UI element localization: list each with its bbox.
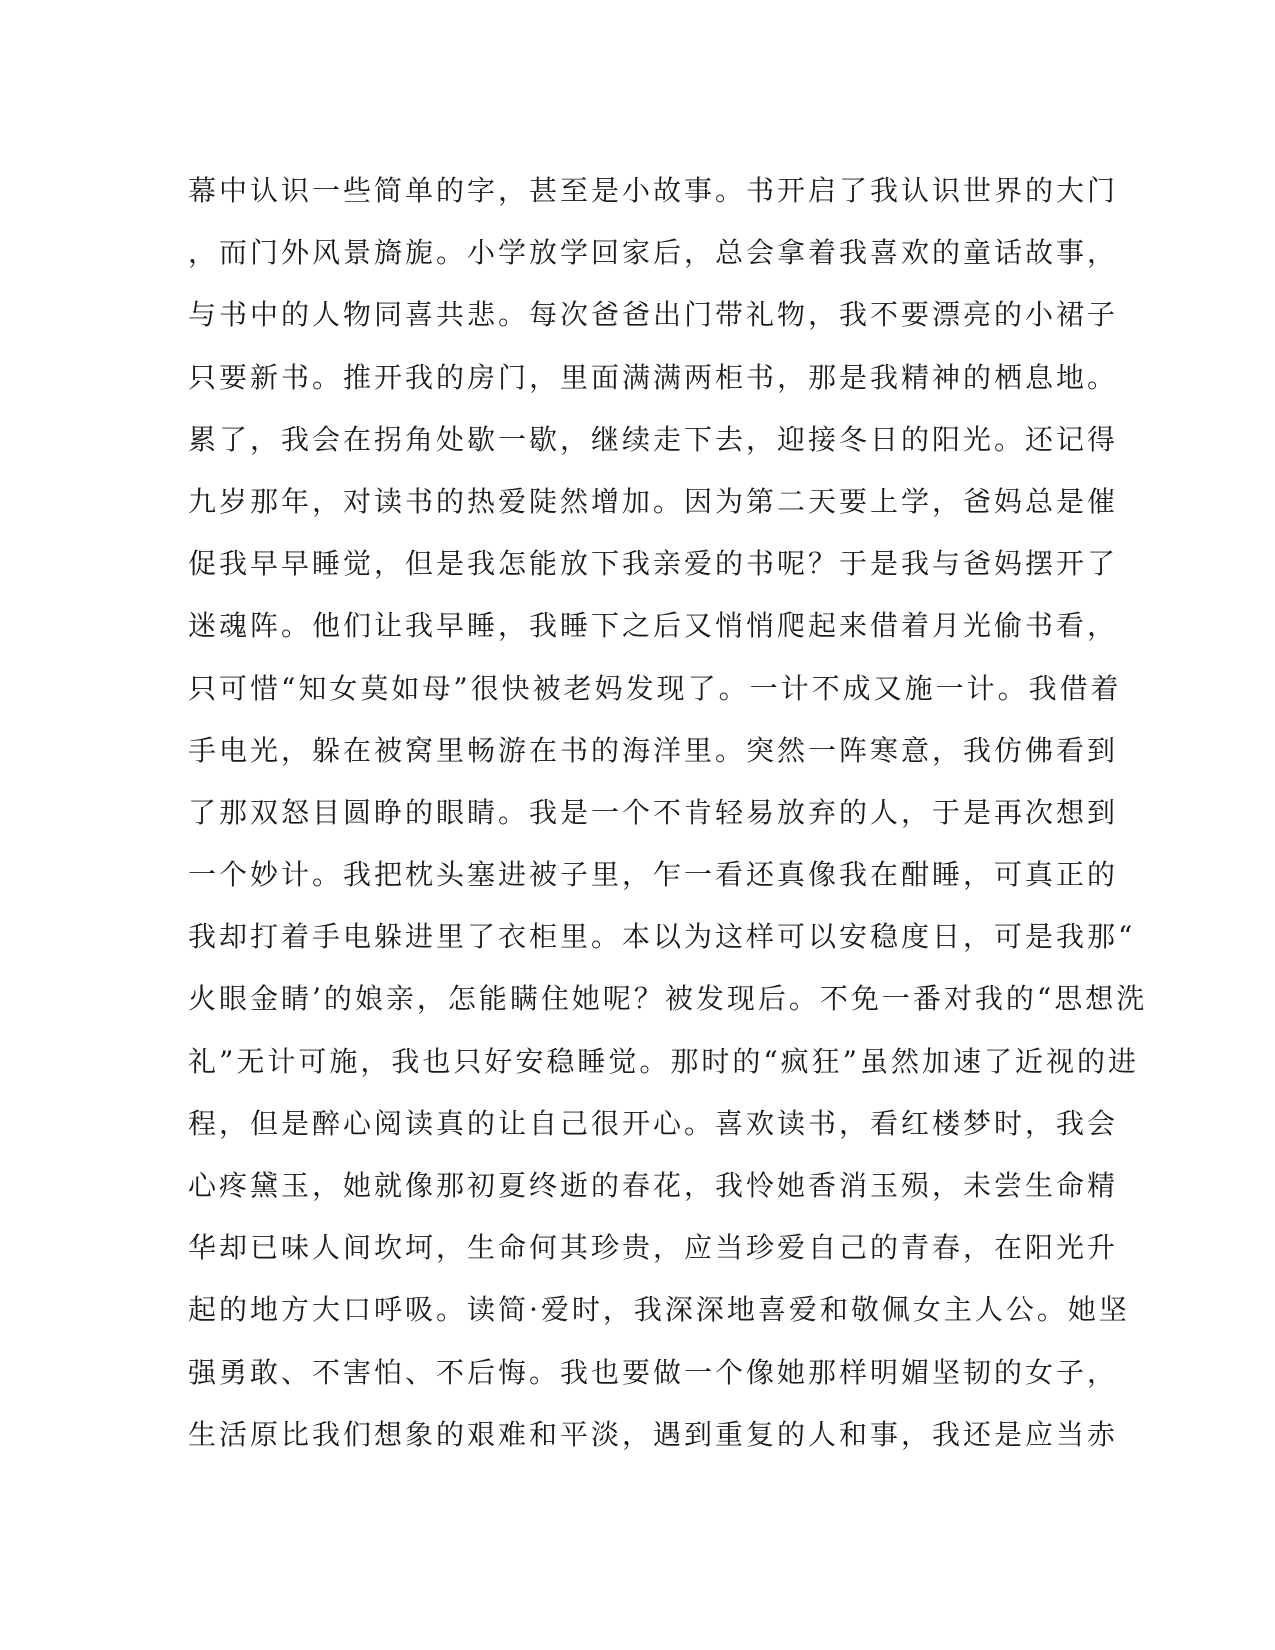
text-line: 起的地方大口呼吸。读简·爱时，我深深地喜爱和敬佩女主人公。她坚 (188, 1293, 1130, 1327)
text-line: 一个妙计。我把枕头塞进被子里，乍一看还真像我在酣睡，可真正的 (188, 858, 1119, 892)
text-line: 只可惜“知女莫如母”很快被老妈发现了。一计不成又施一计。我借着 (188, 671, 1122, 705)
text-line: 程，但是醉心阅读真的让自己很开心。喜欢读书，看红楼梦时，我会 (188, 1106, 1119, 1140)
text-line: 与书中的人物同喜共悲。每次爸爸出门带礼物，我不要漂亮的小裙子 (188, 298, 1119, 332)
text-line: 强勇敢、不害怕、不后悔。我也要做一个像她那样明媚坚韧的女子， (188, 1355, 1119, 1389)
text-line: 礼”无计可施，我也只好安稳睡觉。那时的“疯狂”虽然加速了近视的进 (188, 1044, 1139, 1078)
text-line: 只要新书。推开我的房门，里面满满两柜书，那是我精神的栖息地。 (188, 360, 1119, 394)
text-line: ，而门外风景旖旎。小学放学回家后，总会拿着我喜欢的童话故事， (188, 236, 1119, 270)
text-line: 幕中认识一些简单的字，甚至是小故事。书开启了我认识世界的大门 (188, 174, 1119, 207)
text-line: 了那双怒目圆睁的眼睛。我是一个不肯轻易放弃的人，于是再次想到 (188, 795, 1119, 829)
text-line: 火眼金睛’的娘亲，怎能瞒住她呢？被发现后。不免一番对我的“思想洗 (188, 982, 1148, 1016)
text-line: 我却打着手电躲进里了衣柜里。本以为这样可以安稳度日，可是我那“ (188, 920, 1136, 954)
text-line: 心疼黛玉，她就像那初夏终逝的春花，我怜她香消玉殒，未尝生命精 (188, 1169, 1119, 1202)
text-line: 九岁那年，对读书的热爱陡然增加。因为第二天要上学，爸妈总是催 (188, 484, 1119, 518)
text-line: 累了，我会在拐角处歇一歇，继续走下去，迎接冬日的阳光。还记得 (188, 422, 1119, 456)
text-line: 促我早早睡觉，但是我怎能放下我亲爱的书呢？于是我与爸妈摆开了 (188, 547, 1119, 581)
text-line: 生活原比我们想象的艰难和平淡，遇到重复的人和事，我还是应当赤 (188, 1417, 1119, 1451)
body-text (188, 160, 1148, 1466)
text-line: 华却已味人间坎坷，生命何其珍贵，应当珍爱自己的青春，在阳光升 (188, 1231, 1119, 1265)
text-line: 手电光，躲在被窝里畅游在书的海洋里。突然一阵寒意，我仿佛看到 (188, 733, 1119, 767)
text-line: 迷魂阵。他们让我早睡，我睡下之后又悄悄爬起来借着月光偷书看， (188, 609, 1119, 643)
